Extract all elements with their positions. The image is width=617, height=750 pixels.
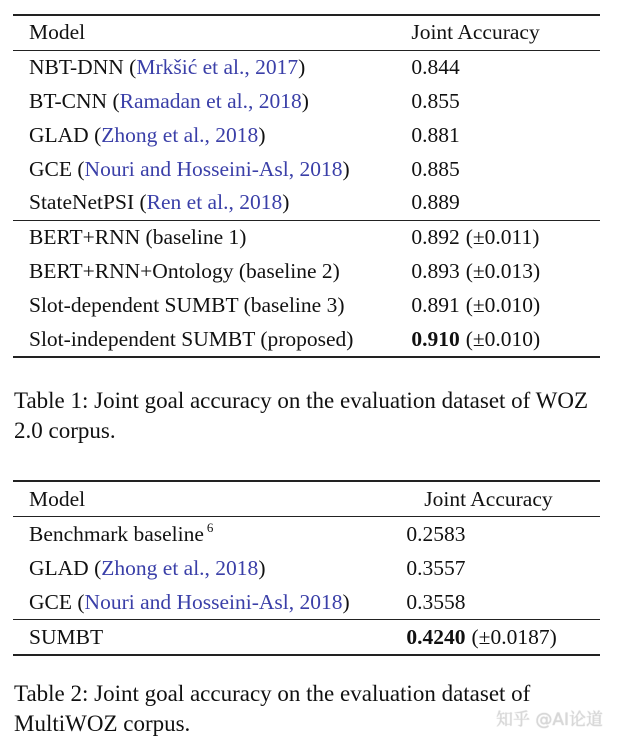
row-model: NBT-DNN bbox=[29, 55, 124, 80]
row-accuracy-best: 0.4240 bbox=[406, 624, 466, 649]
table-row: BT-CNN (Ramadan et al., 2018) 0.855 bbox=[13, 85, 600, 119]
header-accuracy: Joint Accuracy bbox=[411, 20, 540, 45]
citation-link[interactable]: Zhong et al., 2018 bbox=[101, 555, 259, 580]
table-row: GLAD (Zhong et al., 2018) 0.881 bbox=[13, 118, 600, 152]
row-model: Slot-independent SUMBT (proposed) bbox=[29, 326, 354, 351]
table-2-caption: Table 2: Joint goal accuracy on the evaluation dataset of MultiWOZ corpus. bbox=[14, 681, 531, 736]
row-model: BERT+RNN (baseline 1) bbox=[29, 225, 247, 250]
citation-link[interactable]: Mrkšić et al., 2017 bbox=[136, 55, 299, 80]
row-accuracy: 0.855 bbox=[411, 88, 460, 113]
table-header-row bbox=[13, 482, 600, 516]
row-model: StateNetPSI bbox=[29, 190, 135, 215]
row-accuracy: 0.881 bbox=[411, 122, 460, 147]
row-std: (±0.013) bbox=[465, 258, 541, 283]
citation-link[interactable]: Zhong et al., 2018 bbox=[101, 122, 259, 147]
watermark: 知乎 @AI论道 bbox=[495, 710, 603, 730]
row-model: BERT+RNN+Ontology (baseline 2) bbox=[29, 258, 340, 283]
citation-link[interactable]: Nouri and Hosseini-Asl, 2018 bbox=[84, 156, 343, 181]
table-row: GCE (Nouri and Hosseini-Asl, 2018) 0.885 bbox=[13, 152, 600, 186]
table-row bbox=[13, 620, 600, 654]
citation-link[interactable]: Nouri and Hosseini-Asl, 2018 bbox=[84, 589, 343, 614]
row-accuracy: 0.3557 bbox=[406, 555, 466, 580]
row-model: GLAD bbox=[29, 122, 89, 147]
row-accuracy: 0.844 bbox=[411, 55, 460, 80]
table-row bbox=[13, 517, 600, 551]
table-1-caption: Table 1: Joint goal accuracy on the evaluation dataset of WOZ 2.0 corpus. bbox=[14, 388, 589, 443]
row-std: (±0.010) bbox=[465, 292, 541, 317]
table-1 bbox=[13, 14, 600, 358]
row-model: SUMBT bbox=[29, 624, 104, 649]
table-row bbox=[13, 322, 600, 356]
row-model: GCE bbox=[29, 156, 72, 181]
row-accuracy: 0.891 bbox=[411, 292, 460, 317]
row-accuracy-best: 0.910 bbox=[411, 326, 460, 351]
row-accuracy: 0.885 bbox=[411, 156, 460, 181]
header-model: Model bbox=[29, 486, 86, 511]
table-row bbox=[13, 288, 600, 322]
table-row bbox=[13, 221, 600, 255]
table-bottom-rule bbox=[13, 654, 600, 656]
row-std: (±0.010) bbox=[465, 326, 541, 351]
row-accuracy: 0.3558 bbox=[406, 589, 466, 614]
row-std: (±0.011) bbox=[465, 225, 540, 250]
row-model: GLAD bbox=[29, 555, 89, 580]
citation-link[interactable]: Ramadan et al., 2018 bbox=[119, 88, 302, 113]
row-accuracy: 0.893 bbox=[411, 258, 460, 283]
row-model: Slot-dependent SUMBT (baseline 3) bbox=[29, 292, 345, 317]
row-model: Benchmark baseline bbox=[29, 521, 204, 546]
table-row: GLAD (Zhong et al., 2018) 0.3557 bbox=[13, 551, 600, 585]
header-model: Model bbox=[29, 20, 86, 45]
row-accuracy: 0.889 bbox=[411, 190, 460, 215]
row-accuracy: 0.2583 bbox=[406, 521, 466, 546]
citation-link[interactable]: Ren et al., 2018 bbox=[146, 190, 283, 215]
table-bottom-rule bbox=[13, 356, 600, 358]
table-row: GCE (Nouri and Hosseini-Asl, 2018) 0.3558 bbox=[13, 585, 600, 619]
row-model: GCE bbox=[29, 589, 72, 614]
footnote-marker[interactable]: 6 bbox=[206, 519, 214, 535]
table-row: StateNetPSI (Ren et al., 2018) 0.889 bbox=[13, 186, 600, 220]
table-row: NBT-DNN (Mrkšić et al., 2017) 0.844 bbox=[13, 51, 600, 85]
header-accuracy: Joint Accuracy bbox=[424, 486, 553, 511]
row-model: BT-CNN bbox=[29, 88, 108, 113]
table-2 bbox=[13, 480, 600, 656]
row-accuracy: 0.892 bbox=[411, 225, 460, 250]
table-row bbox=[13, 255, 600, 289]
table-header-row bbox=[13, 16, 600, 50]
row-std: (±0.0187) bbox=[471, 624, 557, 649]
